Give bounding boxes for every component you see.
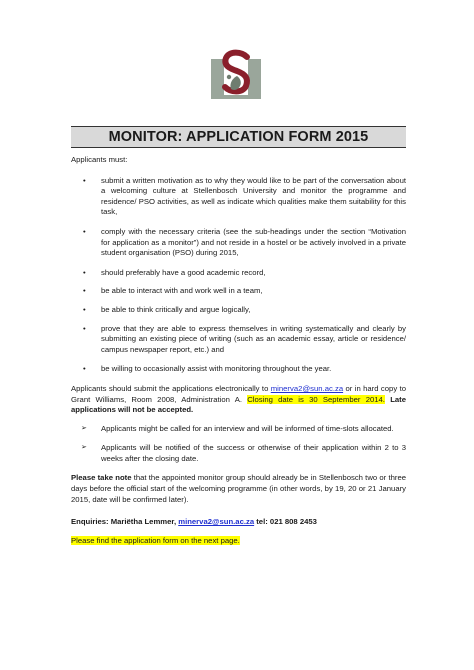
late-notice: Late applications will not be accepted. bbox=[71, 394, 406, 415]
enquiries-line bbox=[71, 517, 406, 528]
process-list bbox=[71, 424, 406, 465]
list-item: • comply with the necessary criteria (see the sub-headings under the section “Motivation for application as a monitor”) and not reside in a hostel or be actively involved in a private student organisation (PSO) during 2015, bbox=[71, 227, 406, 259]
footer-note-text: Please find the application form on the next page. bbox=[71, 535, 240, 545]
submission-text: Applicants should submit the applications electronically to bbox=[71, 383, 271, 393]
submission-address: or in hard copy to Grant Williams, Room 2008, Administration A. bbox=[71, 383, 406, 404]
enquiries-email-link[interactable]: minerva2@sun.ac.za bbox=[178, 517, 255, 527]
closing-date: Closing date is 30 September 2014. bbox=[247, 394, 385, 404]
list-item: • should preferably have a good academic record, bbox=[71, 268, 406, 279]
enquiries-tel: tel: 021 808 2453 bbox=[254, 517, 317, 527]
footer-note bbox=[71, 536, 406, 547]
list-item: • be able to think critically and argue logically, bbox=[71, 305, 406, 316]
list-item: ➢ Applicants will be notified of the success or otherwise of their application within 2 to 3 weeks after the closing date. bbox=[71, 443, 406, 464]
intro-text: Applicants must: bbox=[71, 155, 128, 164]
note-paragraph bbox=[71, 473, 406, 505]
university-crest-icon bbox=[207, 45, 265, 103]
email-link[interactable]: minerva2@sun.ac.za bbox=[270, 383, 344, 393]
enquiries-label: Enquiries: Mariëtha Lemmer, bbox=[71, 517, 179, 527]
list-item: • prove that they are able to express themselves in writing systematically and clearly by submitting an existing piece of writing (such as an academic essay, article or residence/ campus newspaper report, etc.) and bbox=[71, 324, 406, 356]
submission-paragraph bbox=[71, 384, 406, 416]
page-title: MONITOR: APPLICATION FORM 2015 bbox=[71, 126, 406, 148]
note-text: that the appointed monitor group should already be in Stellenbosch two or three days before the official start of the welcoming programme (in other words, by 19, 20 or 21 January 2015, date will be confirmed later). bbox=[71, 473, 406, 504]
list-item: • be able to interact with and work well in a team, bbox=[71, 286, 406, 297]
note-lead: Please take note bbox=[71, 473, 132, 483]
requirements-list bbox=[71, 176, 406, 375]
list-item: • submit a written motivation as to why they would like to be part of the conversation about a welcoming culture at Stellenbosch University and monitor the programme and residence/ PSO activities, as well as indicate which qualities make them suitability for this task, bbox=[71, 176, 406, 218]
list-item: • be willing to occasionally assist with monitoring throughout the year. bbox=[71, 364, 406, 375]
document-body bbox=[71, 155, 406, 554]
list-item: ➢ Applicants might be called for an interview and will be informed of time-slots allocated. bbox=[71, 424, 406, 435]
